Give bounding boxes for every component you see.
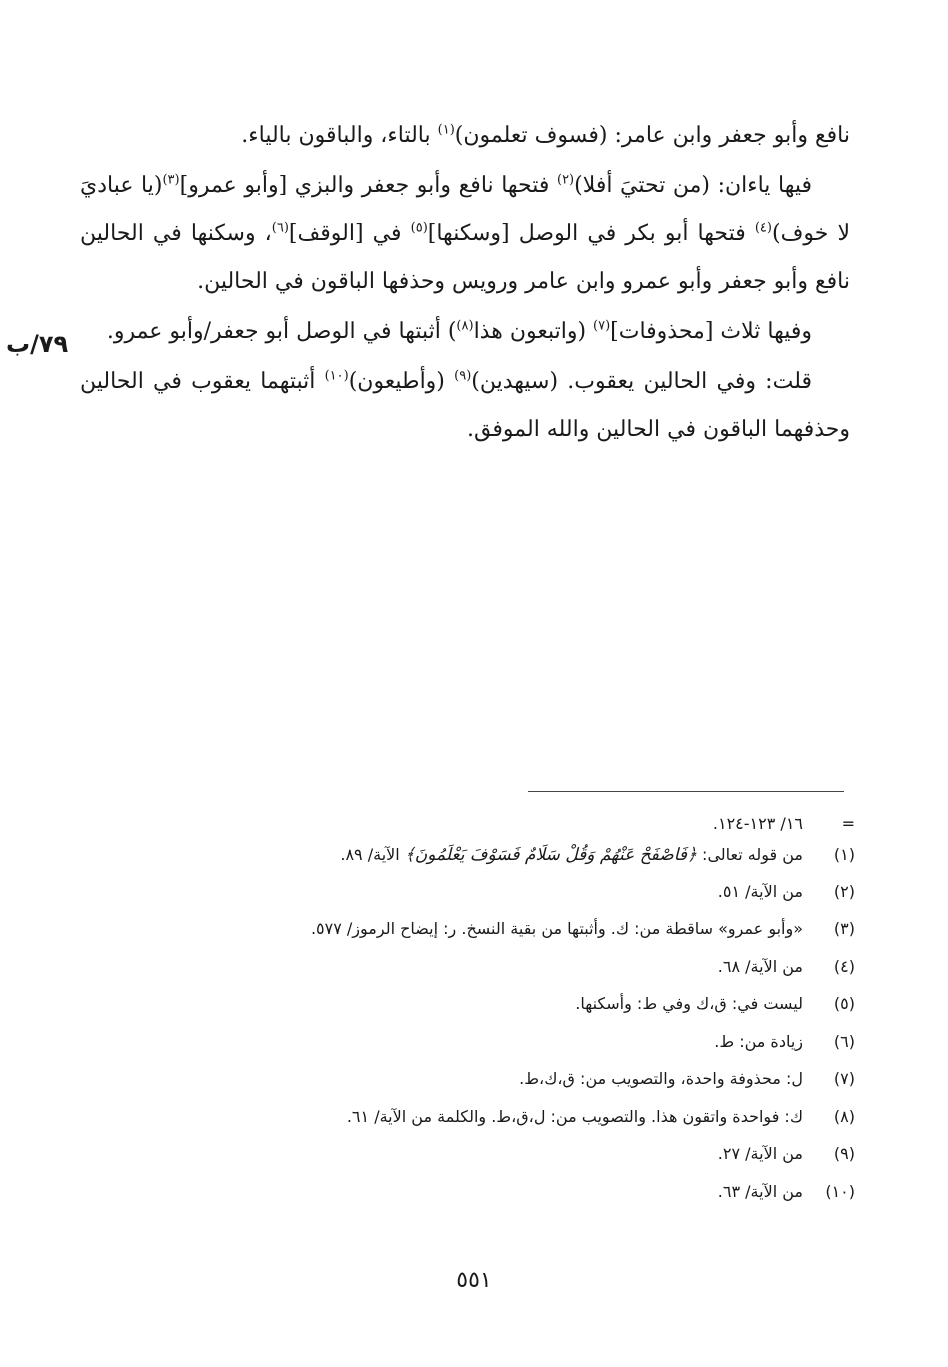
main-text xyxy=(80,112,850,456)
footnote-text: من الآية/ ٥١. xyxy=(717,881,803,901)
footnote-ref-2[interactable]: (٢) xyxy=(556,172,575,188)
footnote-number: (٨) xyxy=(833,1106,855,1126)
footnote-ref-7[interactable]: (٧) xyxy=(593,318,611,334)
footnote-number: (٥) xyxy=(833,994,855,1013)
footnote-item xyxy=(200,882,855,920)
footnote-number: (٤) xyxy=(833,956,855,976)
quran-verse: ﴿فَاصْفَحْ عَنْهُمْ وَقُلْ سَلَامٌ فَسَوْفَ يَعْلَمُونَ﴾ xyxy=(404,845,697,865)
footnotes xyxy=(200,814,855,1219)
footnote-number: (٣) xyxy=(833,919,855,938)
footnote-item xyxy=(200,1032,855,1070)
paragraph-2: فيها ياءان: (من تحتيَ أفلا)$^{(٢)}$ فتحها نافع وأبو جعفر والبزي [وأبو عمرو]$^{(٣)}$(يا عباديَ لا خوف)$^{(٤)}$ فتحها أبو بكر في الوصل [وسكنها]$^{(٥)}$ في [الوقف]$^{(٦)}$، وسكنها في الحالين نافع وأبو جعفر وأبو عمرو وابن عامر ورويس وحذفها الباقون في الحالين. xyxy=(80,172,850,294)
footnote-number: (٢) xyxy=(833,881,855,901)
footnote-ref-4[interactable]: (٤) xyxy=(754,220,772,236)
footnote-number: (١٠) xyxy=(825,1181,855,1201)
manuscript-folio-ref: ٧٩/ب xyxy=(6,330,69,358)
footnote-ref-9[interactable]: (٩) xyxy=(454,368,472,384)
footnote-ref-3[interactable]: (٣) xyxy=(162,172,180,188)
footnote-number: (٧) xyxy=(833,1069,855,1088)
footnote-text: من الآية/ ٦٣. xyxy=(717,1181,803,1201)
footnote-text: من الآية/ ٢٧. xyxy=(717,1144,803,1163)
footnote-text: ك: فواحدة واتقون هذا. والتصويب من: ل،ق،ط. والكلمة من الآية/ ٦١. xyxy=(346,1106,803,1126)
footnote-ref-10[interactable]: (١٠) xyxy=(324,368,349,384)
continuation-marker: = xyxy=(841,814,855,833)
footnote-text: من الآية/ ٦٨. xyxy=(717,956,803,976)
footnote-number: (٦) xyxy=(833,1031,855,1051)
footnote-item xyxy=(200,1107,855,1145)
footnote-ref-5[interactable]: (٥) xyxy=(410,220,428,236)
paragraph-4: قلت: وفي الحالين يعقوب. (سيهدين)$^{(٩)}$ (وأطيعون)$^{(١٠)}$ أثبتهما يعقوب في الحالين وحذفهما الباقون في الحالين والله الموفق. xyxy=(80,368,850,442)
footnote-item xyxy=(200,919,855,957)
footnote-text: ل: محذوفة واحدة، والتصويب من: ق،ك،ط. xyxy=(519,1069,803,1088)
paragraph-3: وفيها ثلاث [محذوفات]$^{(٧)}$ (واتبعون هذا$^{(٨)}$) أثبتها في الوصل أبو جعفر/وأبو عمرو. xyxy=(106,318,812,344)
footnote-item xyxy=(200,994,855,1032)
footnote-item xyxy=(200,844,855,882)
footnote-number: (١) xyxy=(833,845,855,864)
footnote-text: من قوله تعالى: ﴿فَاصْفَحْ عَنْهُمْ وَقُلْ سَلَامٌ فَسَوْفَ يَعْلَمُونَ﴾ الآية/ ٨٩. xyxy=(340,845,803,865)
footnote-item xyxy=(200,1182,855,1220)
footnote-ref-6[interactable]: (٦) xyxy=(271,220,289,236)
footnote-ref-1[interactable]: (١) xyxy=(437,122,455,138)
footnote-continuation xyxy=(200,814,855,844)
paragraph-1: نافع وأبو جعفر وابن عامر: (فسوف تعلمون)$^{(١)}$ بالتاء، والباقون بالياء. xyxy=(241,122,850,148)
continuation-text: ١٦/ ١٢٣-١٢٤. xyxy=(712,814,803,833)
footnote-divider xyxy=(528,791,844,792)
footnote-number: (٩) xyxy=(833,1144,855,1163)
footnote-text: زيادة من: ط. xyxy=(714,1031,803,1051)
footnote-ref-8[interactable]: (٨) xyxy=(456,318,474,334)
page-number: ٥٥١ xyxy=(456,1268,492,1293)
footnote-item xyxy=(200,1069,855,1107)
footnote-text: «وأبو عمرو» ساقطة من: ك. وأثبتها من بقية النسخ. ر: إيضاح الرموز/ ٥٧٧. xyxy=(310,919,803,938)
footnote-item xyxy=(200,957,855,995)
footnote-item xyxy=(200,1144,855,1182)
footnote-text: ليست في: ق،ك وفي ط: وأسكنها. xyxy=(575,994,803,1013)
